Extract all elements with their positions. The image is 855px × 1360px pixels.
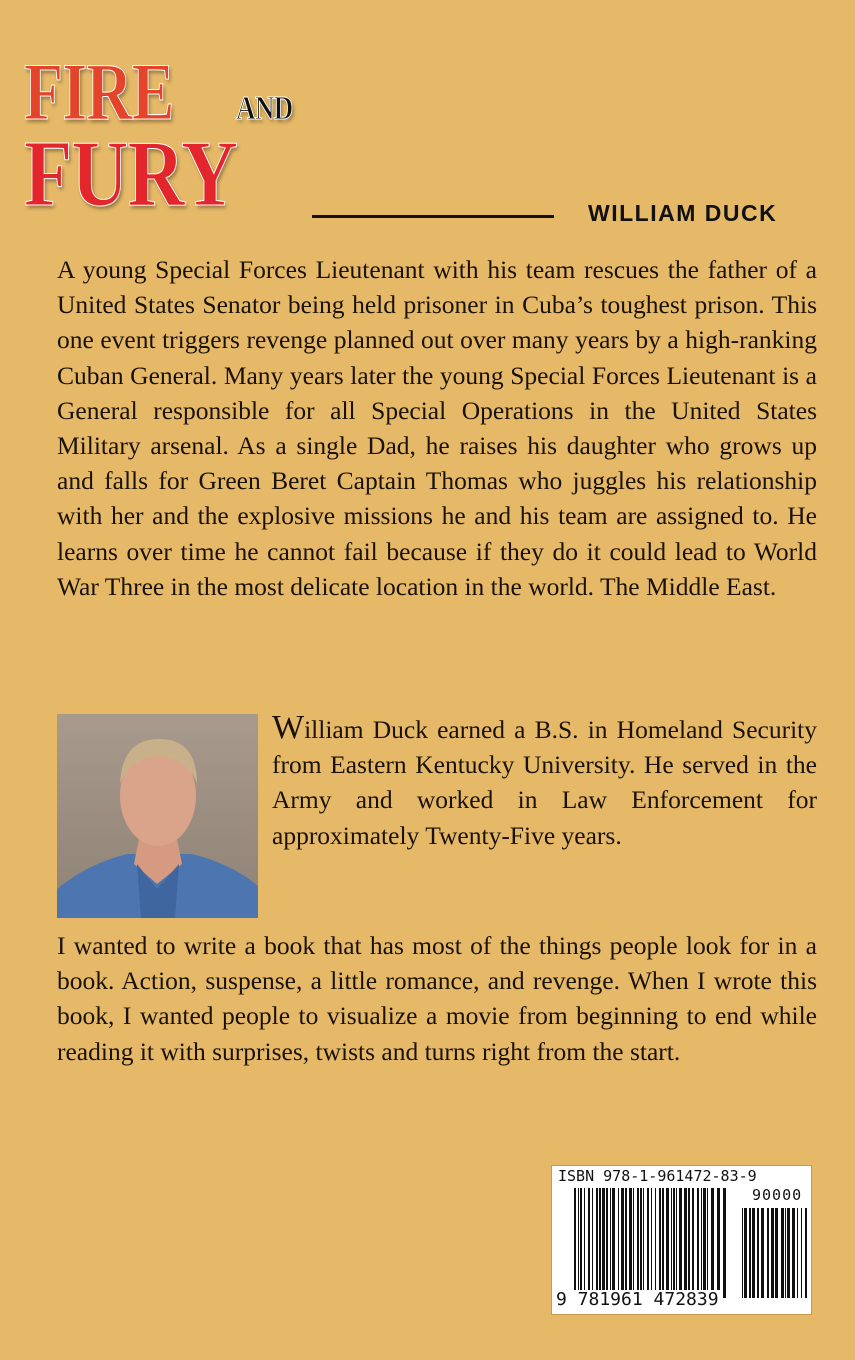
barcode-bar [801,1208,802,1298]
barcode-bar [684,1188,687,1298]
barcode-bar [602,1188,605,1298]
barcode-bar [610,1188,611,1298]
barcode-bar [647,1188,649,1298]
barcode-bar [606,1188,608,1298]
barcode-bar [671,1188,672,1298]
barcode-bar [767,1208,769,1298]
divider-rule [312,215,554,218]
barcode-bar [584,1188,585,1298]
isbn-label: ISBN 978-1-961472-83-9 [558,1167,757,1185]
barcode-bar [761,1208,764,1298]
barcode-bar [662,1188,664,1298]
bio-text: illiam Duck earned a B.S. in Homeland Security from Eastern Kentucky University. He served in the Army and worked in Law Enforcement for approximately Twenty-Five years. [272,715,817,850]
barcode-bar [618,1188,619,1298]
title-and: AND [236,90,293,127]
blurb-paragraph: A young Special Forces Lieutenant with his team rescues the father of a United States Senator being held prisoner in Cuba’s toughest prison. This one event triggers revenge planned out over many years by a high-ranking Cuban General. Many years later the young Special Forces Lieutenant is a General responsible for all Special Operations in the United States Military arsenal. As a single Dad, he raises his daughter who grows up and falls for Green Beret Captain Thomas who juggles his relationship with her and the explosive missions he and his team are assigned to. He learns over time he cannot fail because if they do it could lead to World War Three in the most delicate location in the world. The Middle East. [57,255,817,601]
barcode-bar [612,1188,615,1298]
barcode-bar [629,1188,632,1298]
barcode-bar [666,1188,669,1298]
barcode-bar [679,1188,682,1298]
barcode-bar [805,1208,807,1298]
barcode-bar [640,1188,642,1298]
barcode-bar [717,1188,720,1298]
barcode-bar [651,1188,652,1298]
barcode-bar [701,1188,702,1298]
price-addon: 90000 [752,1186,803,1204]
barcode-bar [757,1208,759,1298]
isbn-barcode [551,1165,812,1315]
barcode-bar [688,1188,690,1298]
author-photo [57,714,258,918]
barcode-bar [785,1208,786,1298]
barcode-bar [588,1188,590,1298]
barcode-bar [697,1188,699,1298]
author-name: WILLIAM DUCK [588,200,778,226]
barcode-bar [596,1188,598,1298]
barcode-bar [781,1208,784,1298]
barcode-bar [771,1208,774,1298]
barcode-bar [592,1188,593,1298]
barcode-bar [711,1188,714,1298]
barcode-bar [574,1188,576,1298]
author-bio [272,709,817,853]
barcode-bar [643,1188,644,1298]
title-fire: FIRE [24,46,174,137]
barcode-bar [621,1188,624,1298]
barcode-digits: 9 781961 472839 [556,1289,719,1310]
title-fury: FURY [24,122,238,226]
barcode-bar [673,1188,675,1298]
barcode-bar [633,1188,634,1298]
barcode-bar [723,1188,726,1298]
addon-bars [742,1208,808,1298]
bio-dropcap: W [272,709,305,746]
barcode-bar [797,1208,798,1298]
barcode-bar [703,1188,706,1298]
barcode-bar [692,1188,694,1298]
barcode-bar [792,1208,795,1298]
barcode-bar [775,1208,778,1298]
barcode-bar [749,1208,751,1298]
barcode-bar [580,1188,582,1298]
barcode-bar [578,1188,579,1298]
barcode-bars [574,1188,729,1298]
barcode-bar [655,1188,656,1298]
barcode-bar [752,1208,755,1298]
barcode-bar [625,1188,627,1298]
author-note: I wanted to write a book that has most of the things people look for in a book. Action, suspense, a little romance, and revenge. When I wrote this book, I wanted people to visualize a movie from beginning to end while reading it with surprises, twists and turns right from the start. [57,931,817,1066]
barcode-bar [742,1208,743,1298]
barcode-bar [676,1188,677,1298]
barcode-bar [744,1208,747,1298]
barcode-bar [637,1188,639,1298]
barcode-bar [599,1188,601,1298]
barcode-bar [787,1208,790,1298]
barcode-bar [659,1188,661,1298]
barcode-bar [707,1188,708,1298]
